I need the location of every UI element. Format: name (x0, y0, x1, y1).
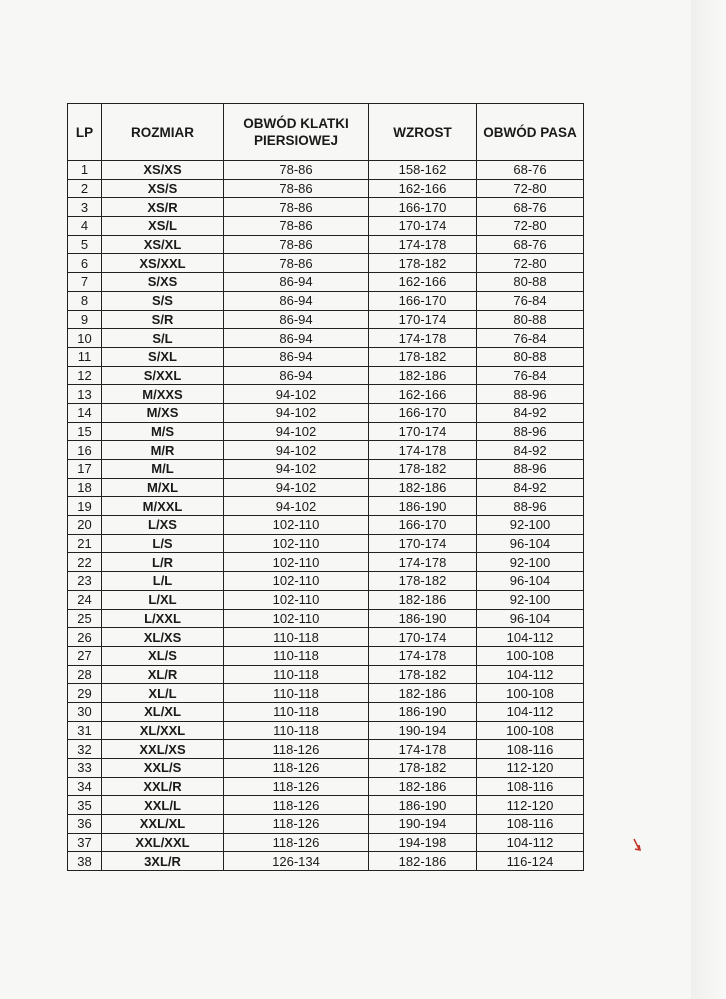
table-row (68, 198, 584, 217)
cell-rozmiar: L/S (102, 534, 224, 553)
cell-obwod-klatki: 102-110 (224, 516, 369, 535)
cell-wzrost: 170-174 (369, 310, 477, 329)
table-row (68, 478, 584, 497)
cell-rozmiar: S/XL (102, 347, 224, 366)
cell-wzrost: 166-170 (369, 403, 477, 422)
cell-obwod-klatki: 94-102 (224, 460, 369, 479)
table-row (68, 815, 584, 834)
cell-obwod-klatki: 118-126 (224, 740, 369, 759)
cell-wzrost: 174-178 (369, 235, 477, 254)
cell-obwod-pasa: 72-80 (477, 254, 584, 273)
cell-obwod-pasa: 76-84 (477, 291, 584, 310)
table-row (68, 684, 584, 703)
cell-rozmiar: S/XXL (102, 366, 224, 385)
cell-wzrost: 182-186 (369, 590, 477, 609)
cell-rozmiar: XXL/XXL (102, 833, 224, 852)
cell-obwod-pasa: 96-104 (477, 609, 584, 628)
cell-obwod-klatki: 110-118 (224, 646, 369, 665)
cell-rozmiar: M/XS (102, 403, 224, 422)
cell-obwod-klatki: 78-86 (224, 217, 369, 236)
table-row (68, 347, 584, 366)
cell-lp: 36 (68, 815, 102, 834)
table-row (68, 646, 584, 665)
cell-obwod-pasa: 92-100 (477, 590, 584, 609)
cell-obwod-klatki: 94-102 (224, 441, 369, 460)
cell-lp: 38 (68, 852, 102, 871)
table-row (68, 702, 584, 721)
table-row (68, 254, 584, 273)
cell-obwod-pasa: 104-112 (477, 665, 584, 684)
cell-rozmiar: L/R (102, 553, 224, 572)
table-row (68, 572, 584, 591)
cell-rozmiar: XS/R (102, 198, 224, 217)
table-row (68, 310, 584, 329)
cell-obwod-klatki: 102-110 (224, 590, 369, 609)
cell-obwod-klatki: 102-110 (224, 534, 369, 553)
table-row (68, 777, 584, 796)
cell-wzrost: 174-178 (369, 441, 477, 460)
cell-wzrost: 182-186 (369, 366, 477, 385)
cell-obwod-pasa: 76-84 (477, 366, 584, 385)
cell-rozmiar: S/XS (102, 273, 224, 292)
cell-obwod-klatki: 86-94 (224, 273, 369, 292)
cell-obwod-klatki: 110-118 (224, 702, 369, 721)
header-row (68, 104, 584, 161)
cell-obwod-klatki: 102-110 (224, 609, 369, 628)
cell-obwod-pasa: 100-108 (477, 721, 584, 740)
cell-lp: 34 (68, 777, 102, 796)
cell-lp: 21 (68, 534, 102, 553)
cell-obwod-klatki: 110-118 (224, 665, 369, 684)
cell-rozmiar: XL/XL (102, 702, 224, 721)
table-row (68, 852, 584, 871)
table-row (68, 217, 584, 236)
cell-obwod-pasa: 96-104 (477, 534, 584, 553)
cell-lp: 37 (68, 833, 102, 852)
cell-obwod-pasa: 80-88 (477, 347, 584, 366)
cell-rozmiar: XXL/S (102, 759, 224, 778)
table-row (68, 590, 584, 609)
cell-obwod-klatki: 94-102 (224, 422, 369, 441)
cell-obwod-pasa: 104-112 (477, 833, 584, 852)
cell-obwod-pasa: 108-116 (477, 815, 584, 834)
cell-wzrost: 186-190 (369, 609, 477, 628)
table-body (68, 161, 584, 871)
cell-obwod-klatki: 86-94 (224, 366, 369, 385)
cell-rozmiar: XXL/XS (102, 740, 224, 759)
cell-obwod-klatki: 86-94 (224, 310, 369, 329)
cell-obwod-klatki: 86-94 (224, 347, 369, 366)
table-row (68, 329, 584, 348)
cell-obwod-pasa: 88-96 (477, 385, 584, 404)
cell-rozmiar: XL/R (102, 665, 224, 684)
cell-obwod-pasa: 100-108 (477, 646, 584, 665)
cell-obwod-klatki: 126-134 (224, 852, 369, 871)
cell-obwod-pasa: 92-100 (477, 553, 584, 572)
cell-rozmiar: M/XXL (102, 497, 224, 516)
cell-obwod-klatki: 94-102 (224, 478, 369, 497)
table-row (68, 721, 584, 740)
cell-lp: 24 (68, 590, 102, 609)
cell-obwod-klatki: 110-118 (224, 684, 369, 703)
cell-lp: 23 (68, 572, 102, 591)
cell-obwod-pasa: 88-96 (477, 497, 584, 516)
table-row (68, 385, 584, 404)
cell-wzrost: 182-186 (369, 852, 477, 871)
cell-lp: 17 (68, 460, 102, 479)
cell-lp: 1 (68, 161, 102, 180)
cell-rozmiar: S/S (102, 291, 224, 310)
cell-lp: 29 (68, 684, 102, 703)
cell-wzrost: 190-194 (369, 815, 477, 834)
table-row (68, 403, 584, 422)
table-row (68, 534, 584, 553)
cell-lp: 15 (68, 422, 102, 441)
cell-wzrost: 166-170 (369, 198, 477, 217)
cell-wzrost: 170-174 (369, 217, 477, 236)
cell-obwod-pasa: 68-76 (477, 161, 584, 180)
cell-rozmiar: M/S (102, 422, 224, 441)
cell-obwod-pasa: 84-92 (477, 403, 584, 422)
cell-lp: 2 (68, 179, 102, 198)
cell-obwod-klatki: 94-102 (224, 385, 369, 404)
cell-obwod-klatki: 102-110 (224, 572, 369, 591)
cell-obwod-klatki: 118-126 (224, 759, 369, 778)
cell-wzrost: 178-182 (369, 254, 477, 273)
cell-obwod-pasa: 80-88 (477, 310, 584, 329)
cell-wzrost: 162-166 (369, 273, 477, 292)
cell-obwod-klatki: 78-86 (224, 161, 369, 180)
cell-rozmiar: S/L (102, 329, 224, 348)
cell-obwod-klatki: 78-86 (224, 198, 369, 217)
cell-obwod-pasa: 80-88 (477, 273, 584, 292)
cell-rozmiar: XS/S (102, 179, 224, 198)
cell-rozmiar: L/XXL (102, 609, 224, 628)
header-obwod-pasa: OBWÓD PASA (477, 104, 584, 161)
cell-lp: 5 (68, 235, 102, 254)
cell-lp: 10 (68, 329, 102, 348)
cell-wzrost: 194-198 (369, 833, 477, 852)
table-row (68, 422, 584, 441)
cell-rozmiar: XXL/L (102, 796, 224, 815)
cell-obwod-klatki: 86-94 (224, 329, 369, 348)
cell-lp: 14 (68, 403, 102, 422)
table-row (68, 665, 584, 684)
cell-lp: 20 (68, 516, 102, 535)
cell-lp: 18 (68, 478, 102, 497)
cell-wzrost: 182-186 (369, 684, 477, 703)
cell-obwod-klatki: 86-94 (224, 291, 369, 310)
cell-obwod-pasa: 92-100 (477, 516, 584, 535)
cell-wzrost: 174-178 (369, 553, 477, 572)
cell-lp: 32 (68, 740, 102, 759)
cell-lp: 3 (68, 198, 102, 217)
cell-lp: 19 (68, 497, 102, 516)
cell-lp: 8 (68, 291, 102, 310)
cell-rozmiar: XS/XXL (102, 254, 224, 273)
cell-rozmiar: XL/S (102, 646, 224, 665)
cell-wzrost: 170-174 (369, 628, 477, 647)
cell-lp: 16 (68, 441, 102, 460)
cell-rozmiar: XL/XS (102, 628, 224, 647)
cell-wzrost: 162-166 (369, 385, 477, 404)
cell-rozmiar: XXL/XL (102, 815, 224, 834)
cell-wzrost: 166-170 (369, 516, 477, 535)
table-row (68, 161, 584, 180)
table-row (68, 833, 584, 852)
cell-obwod-pasa: 68-76 (477, 235, 584, 254)
cell-rozmiar: XS/XS (102, 161, 224, 180)
table-row (68, 366, 584, 385)
cell-obwod-pasa: 104-112 (477, 702, 584, 721)
cell-obwod-klatki: 78-86 (224, 179, 369, 198)
table-row (68, 497, 584, 516)
cell-obwod-klatki: 118-126 (224, 833, 369, 852)
cell-obwod-klatki: 110-118 (224, 628, 369, 647)
cell-wzrost: 174-178 (369, 329, 477, 348)
cell-rozmiar: L/XL (102, 590, 224, 609)
cell-wzrost: 158-162 (369, 161, 477, 180)
cell-wzrost: 190-194 (369, 721, 477, 740)
cell-lp: 13 (68, 385, 102, 404)
table-row (68, 235, 584, 254)
red-arrow-mark (632, 838, 642, 852)
table-header (68, 104, 584, 161)
cell-wzrost: 178-182 (369, 460, 477, 479)
table-row (68, 273, 584, 292)
cell-wzrost: 182-186 (369, 478, 477, 497)
cell-lp: 28 (68, 665, 102, 684)
cell-obwod-pasa: 116-124 (477, 852, 584, 871)
table-row (68, 516, 584, 535)
cell-obwod-pasa: 112-120 (477, 759, 584, 778)
cell-rozmiar: XL/XXL (102, 721, 224, 740)
cell-obwod-klatki: 118-126 (224, 796, 369, 815)
cell-obwod-klatki: 78-86 (224, 235, 369, 254)
cell-obwod-pasa: 84-92 (477, 441, 584, 460)
cell-rozmiar: XL/L (102, 684, 224, 703)
cell-rozmiar: XS/XL (102, 235, 224, 254)
cell-lp: 26 (68, 628, 102, 647)
cell-wzrost: 178-182 (369, 347, 477, 366)
cell-lp: 35 (68, 796, 102, 815)
cell-rozmiar: M/L (102, 460, 224, 479)
table-row (68, 441, 584, 460)
cell-lp: 4 (68, 217, 102, 236)
cell-rozmiar: L/L (102, 572, 224, 591)
cell-rozmiar: S/R (102, 310, 224, 329)
cell-wzrost: 162-166 (369, 179, 477, 198)
cell-wzrost: 166-170 (369, 291, 477, 310)
page-edge-shadow (691, 0, 726, 999)
cell-rozmiar: M/R (102, 441, 224, 460)
cell-wzrost: 170-174 (369, 534, 477, 553)
cell-obwod-pasa: 104-112 (477, 628, 584, 647)
cell-wzrost: 170-174 (369, 422, 477, 441)
cell-obwod-pasa: 108-116 (477, 777, 584, 796)
table-row (68, 759, 584, 778)
cell-obwod-klatki: 110-118 (224, 721, 369, 740)
cell-obwod-klatki: 78-86 (224, 254, 369, 273)
cell-obwod-klatki: 118-126 (224, 777, 369, 796)
cell-lp: 31 (68, 721, 102, 740)
cell-rozmiar: M/XL (102, 478, 224, 497)
cell-lp: 7 (68, 273, 102, 292)
cell-obwod-pasa: 100-108 (477, 684, 584, 703)
cell-wzrost: 174-178 (369, 646, 477, 665)
table-row (68, 553, 584, 572)
cell-obwod-klatki: 94-102 (224, 403, 369, 422)
cell-obwod-pasa: 72-80 (477, 217, 584, 236)
cell-lp: 9 (68, 310, 102, 329)
table-row (68, 291, 584, 310)
cell-rozmiar: XXL/R (102, 777, 224, 796)
cell-wzrost: 186-190 (369, 497, 477, 516)
table-row (68, 460, 584, 479)
table-row (68, 179, 584, 198)
cell-lp: 6 (68, 254, 102, 273)
cell-wzrost: 178-182 (369, 572, 477, 591)
cell-obwod-klatki: 94-102 (224, 497, 369, 516)
cell-lp: 33 (68, 759, 102, 778)
cell-obwod-pasa: 76-84 (477, 329, 584, 348)
table-row (68, 609, 584, 628)
header-obwod-klatki: OBWÓD KLATKI PIERSIOWEJ (224, 104, 369, 161)
table-row (68, 740, 584, 759)
cell-wzrost: 174-178 (369, 740, 477, 759)
cell-obwod-pasa: 88-96 (477, 460, 584, 479)
header-lp: LP (68, 104, 102, 161)
cell-wzrost: 182-186 (369, 777, 477, 796)
cell-wzrost: 186-190 (369, 796, 477, 815)
cell-obwod-pasa: 72-80 (477, 179, 584, 198)
cell-lp: 12 (68, 366, 102, 385)
cell-obwod-pasa: 96-104 (477, 572, 584, 591)
cell-obwod-pasa: 108-116 (477, 740, 584, 759)
cell-lp: 30 (68, 702, 102, 721)
cell-obwod-pasa: 84-92 (477, 478, 584, 497)
cell-rozmiar: M/XXS (102, 385, 224, 404)
header-wzrost: WZROST (369, 104, 477, 161)
cell-lp: 27 (68, 646, 102, 665)
cell-obwod-pasa: 88-96 (477, 422, 584, 441)
header-rozmiar: ROZMIAR (102, 104, 224, 161)
cell-rozmiar: L/XS (102, 516, 224, 535)
cell-wzrost: 186-190 (369, 702, 477, 721)
cell-obwod-klatki: 102-110 (224, 553, 369, 572)
cell-obwod-pasa: 68-76 (477, 198, 584, 217)
size-chart-table (67, 103, 584, 871)
cell-wzrost: 178-182 (369, 665, 477, 684)
cell-lp: 22 (68, 553, 102, 572)
cell-rozmiar: 3XL/R (102, 852, 224, 871)
cell-obwod-pasa: 112-120 (477, 796, 584, 815)
table-row (68, 628, 584, 647)
cell-lp: 25 (68, 609, 102, 628)
cell-obwod-klatki: 118-126 (224, 815, 369, 834)
table-row (68, 796, 584, 815)
cell-rozmiar: XS/L (102, 217, 224, 236)
cell-wzrost: 178-182 (369, 759, 477, 778)
cell-lp: 11 (68, 347, 102, 366)
